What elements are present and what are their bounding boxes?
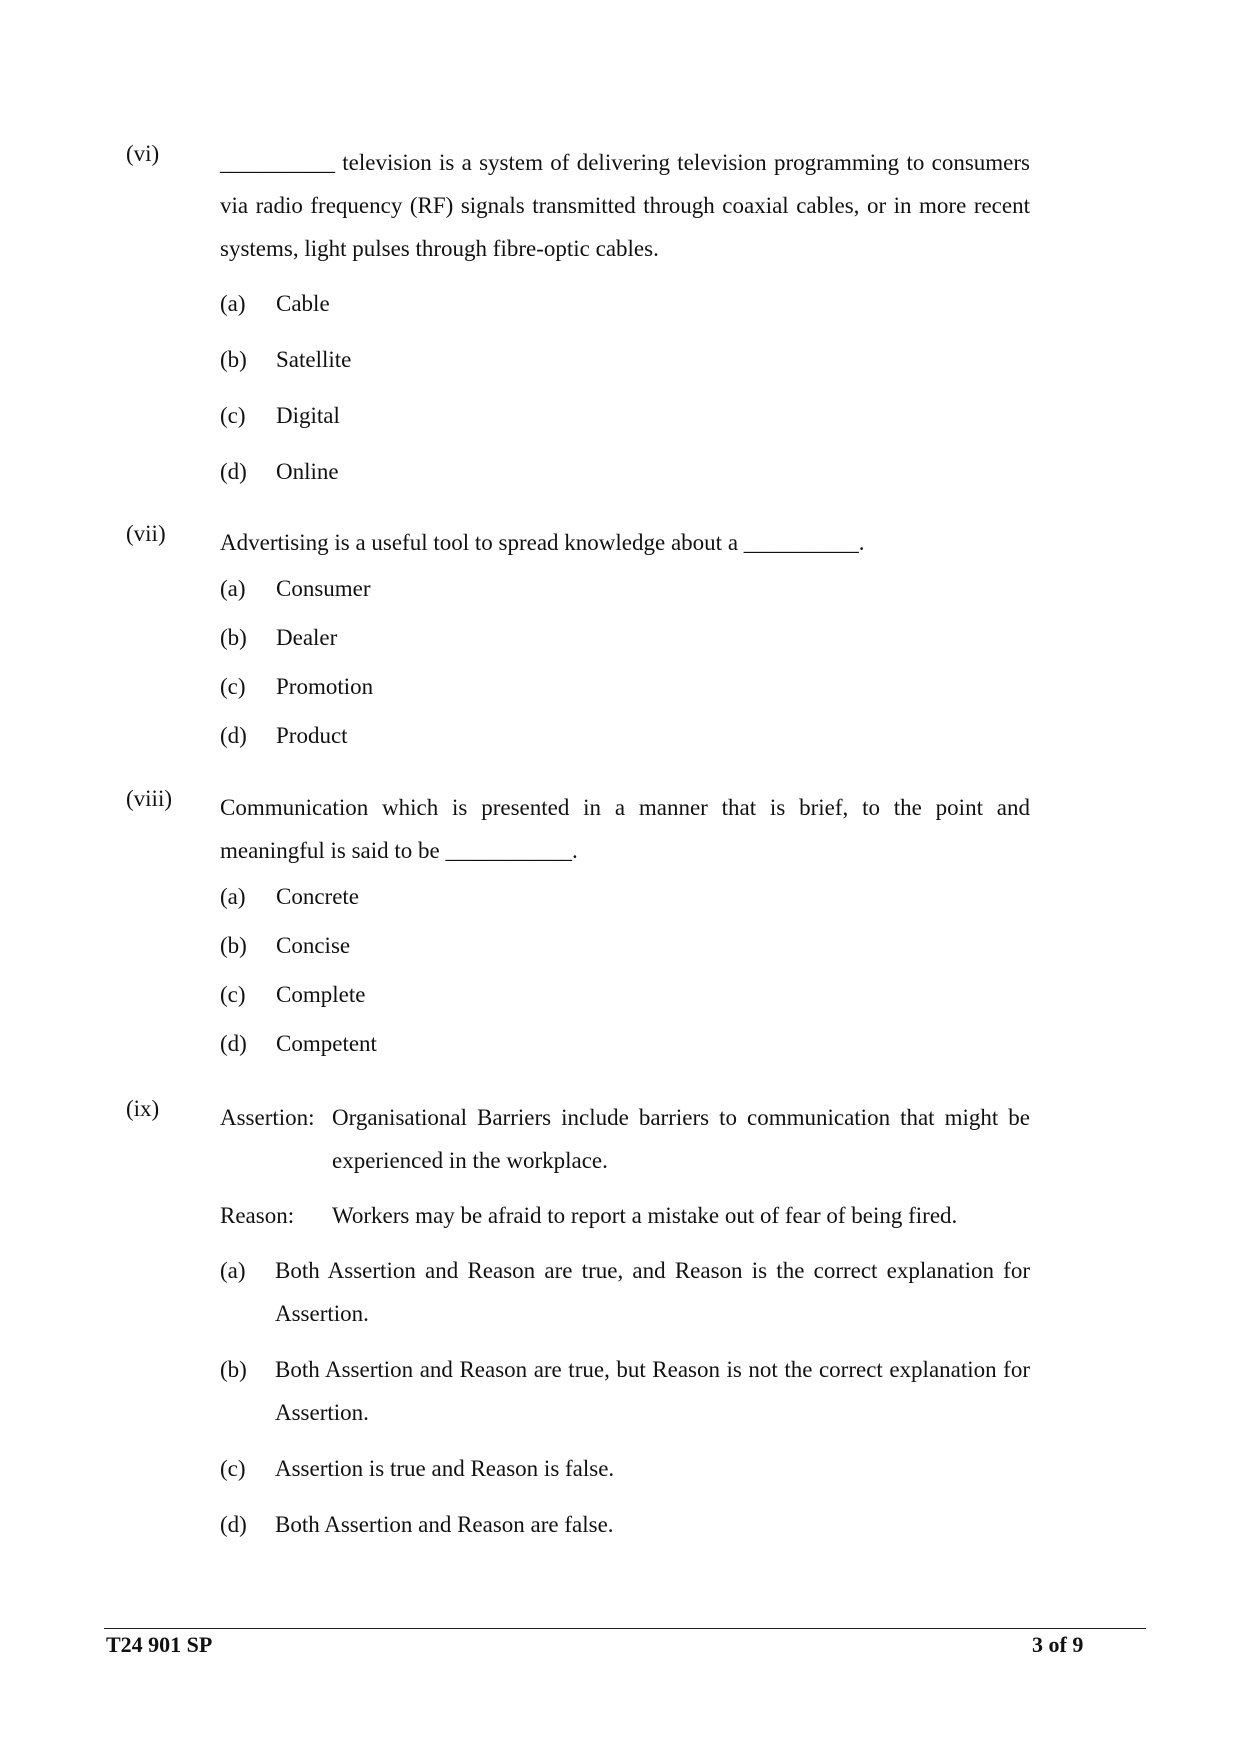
assertion-row [220, 1096, 1030, 1182]
option-label: (b) [220, 347, 247, 372]
option-label: (a) [220, 884, 246, 909]
option-text: Competent [276, 1031, 377, 1056]
option-b [220, 924, 1030, 967]
option-label: (d) [220, 1031, 247, 1056]
question-stem: Advertising is a useful tool to spread knowledge about a __________. [220, 530, 865, 555]
option-c [220, 1447, 1030, 1490]
option-text: Both Assertion and Reason are true, and Reason is the correct explanation for Assertion. [275, 1258, 1030, 1326]
footer-divider [104, 1628, 1146, 1629]
question-vi [126, 141, 1030, 506]
option-a [220, 1249, 1030, 1335]
option-text: Cable [276, 291, 330, 316]
option-label: (b) [220, 625, 247, 650]
option-text: Online [276, 459, 339, 484]
option-label: (d) [220, 723, 247, 748]
option-label: (d) [220, 1512, 247, 1537]
option-label: (a) [220, 291, 246, 316]
question-viii [126, 786, 1030, 1071]
option-a [220, 875, 1030, 918]
option-label: (c) [220, 403, 246, 428]
option-c [220, 973, 1030, 1016]
option-a [220, 282, 1030, 325]
question-body [220, 141, 1030, 493]
option-label: (c) [220, 674, 246, 699]
question-vii [126, 521, 1030, 763]
paper-code: T24 901 SP [106, 1632, 213, 1657]
option-text: Dealer [276, 625, 338, 650]
option-text: Assertion is true and Reason is false. [275, 1456, 615, 1481]
option-text: Product [276, 723, 348, 748]
question-number: (vi) [126, 141, 160, 166]
option-d [220, 1022, 1030, 1065]
reason-label: Reason: [220, 1203, 295, 1228]
question-body [220, 1096, 1030, 1546]
option-c [220, 394, 1030, 437]
option-b [220, 338, 1030, 381]
question-stem: Communication which is presented in a manner that is brief, to the point and meaningful is said to be ___________. [220, 795, 1030, 863]
option-text: Concise [276, 933, 351, 958]
assertion-label: Assertion: [220, 1105, 315, 1130]
reason-row [220, 1194, 1030, 1237]
option-b [220, 1348, 1030, 1434]
option-text: Both Assertion and Reason are false. [275, 1512, 614, 1537]
question-number: (vii) [126, 521, 166, 546]
option-text: Satellite [276, 347, 352, 372]
option-label: (d) [220, 459, 247, 484]
option-label: (b) [220, 933, 247, 958]
question-number: (ix) [126, 1096, 160, 1121]
option-label: (c) [220, 1456, 246, 1481]
page-number: 3 of 9 [1032, 1632, 1084, 1657]
reason-text: Workers may be afraid to report a mistake out of fear of being fired. [332, 1203, 958, 1228]
option-list [220, 875, 1030, 1065]
option-list [220, 1249, 1030, 1546]
option-text: Concrete [276, 884, 360, 909]
option-label: (c) [220, 982, 246, 1007]
option-text: Promotion [276, 674, 374, 699]
option-label: (b) [220, 1357, 247, 1382]
option-label: (a) [220, 1258, 246, 1283]
option-text: Digital [276, 403, 340, 428]
option-label: (a) [220, 576, 246, 601]
option-c [220, 665, 1030, 708]
question-ix [126, 1096, 1030, 1559]
option-text: Complete [276, 982, 366, 1007]
option-d [220, 714, 1030, 757]
option-d [220, 1503, 1030, 1546]
option-list [220, 282, 1030, 493]
option-list [220, 567, 1030, 757]
option-b [220, 616, 1030, 659]
question-body [220, 521, 1030, 757]
option-text: Consumer [276, 576, 371, 601]
option-a [220, 567, 1030, 610]
question-stem: __________ television is a system of delivering television programming to consumers via radio frequency (RF) signals transmitted through coaxial cables, or in more recent systems, light pulses through fibre-optic cables. [220, 150, 1030, 261]
question-number: (viii) [126, 786, 172, 811]
question-body [220, 786, 1030, 1065]
option-d [220, 450, 1030, 493]
assertion-text: Organisational Barriers include barriers to communication that might be experienced in the workplace. [332, 1105, 1030, 1173]
option-text: Both Assertion and Reason are true, but Reason is not the correct explanation for Assertion. [275, 1357, 1030, 1425]
